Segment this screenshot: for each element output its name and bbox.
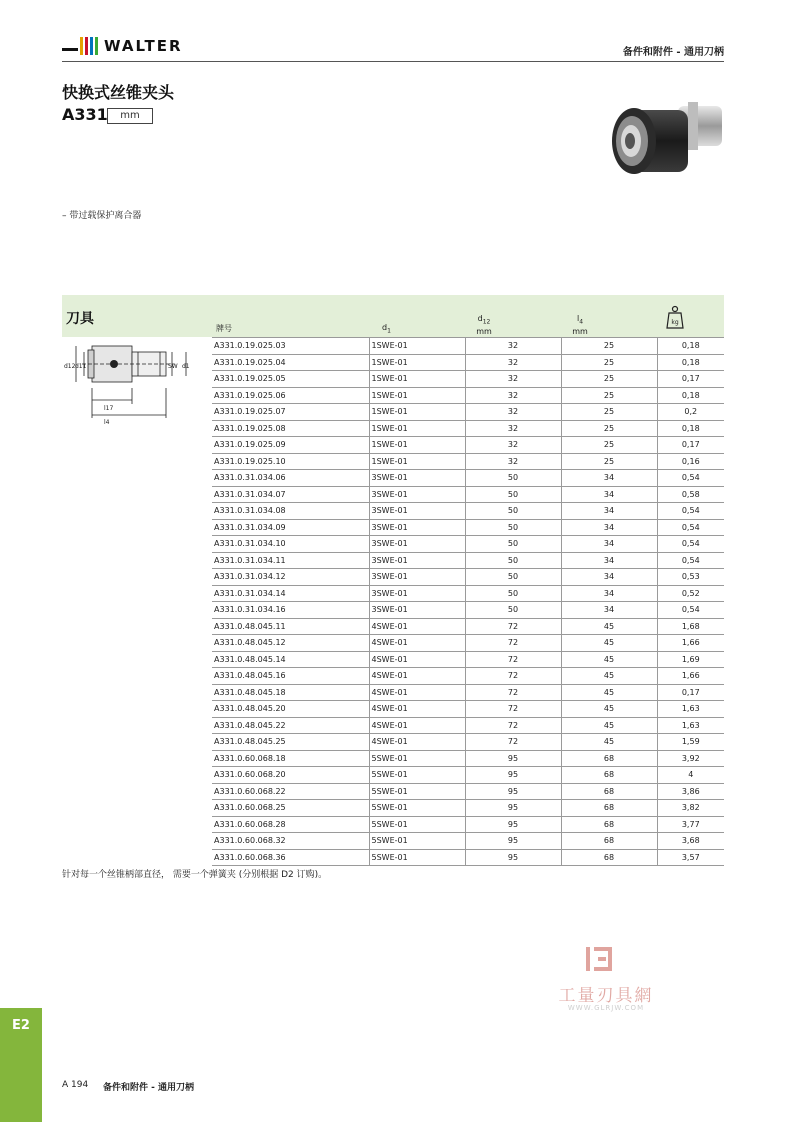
table-row	[212, 519, 724, 536]
cell-d12: 32	[465, 404, 561, 421]
cell-d12: 50	[465, 519, 561, 536]
cell-l4: 45	[561, 734, 657, 751]
table-row	[212, 585, 724, 602]
cell-designation: A331.0.31.034.11	[212, 552, 369, 569]
cell-d12: 32	[465, 354, 561, 371]
cell-weight: 1,66	[657, 635, 724, 652]
col-header-d12-label: d	[477, 314, 483, 323]
cell-designation: A331.0.48.045.22	[212, 717, 369, 734]
table-row	[212, 800, 724, 817]
page-title: 快换式丝锥夹头	[62, 83, 175, 102]
cell-d1: 1SWE-01	[369, 371, 465, 388]
cell-weight: 1,59	[657, 734, 724, 751]
section-side-label: E2	[12, 1018, 30, 1033]
cell-l4: 25	[561, 404, 657, 421]
cell-d12: 32	[465, 453, 561, 470]
cell-d1: 1SWE-01	[369, 387, 465, 404]
cell-d12: 50	[465, 486, 561, 503]
cell-designation: A331.0.31.034.10	[212, 536, 369, 553]
watermark-url: WWW.GLRJW.COM	[567, 1004, 645, 1012]
drawing-label-l4: l4	[104, 419, 110, 426]
table-row	[212, 437, 724, 454]
cell-d1: 1SWE-01	[369, 354, 465, 371]
cell-d1: 4SWE-01	[369, 618, 465, 635]
cell-l4: 45	[561, 684, 657, 701]
table-header-band	[62, 295, 724, 337]
cell-weight: 3,86	[657, 783, 724, 800]
cell-l4: 34	[561, 470, 657, 487]
cell-l4: 34	[561, 602, 657, 619]
drawing-label-l17: l17	[104, 405, 114, 412]
cell-weight: 0,54	[657, 602, 724, 619]
cell-weight: 0,18	[657, 387, 724, 404]
cell-weight: 1,63	[657, 717, 724, 734]
product-code: A331	[62, 105, 108, 124]
brand-name: WALTER	[104, 37, 183, 55]
cell-d12: 32	[465, 387, 561, 404]
table-row	[212, 635, 724, 652]
cell-d1: 4SWE-01	[369, 684, 465, 701]
cell-l4: 25	[561, 371, 657, 388]
cell-d1: 5SWE-01	[369, 783, 465, 800]
cell-l4: 34	[561, 552, 657, 569]
drawing-label-d1: d1	[182, 363, 190, 370]
cell-weight: 0,54	[657, 470, 724, 487]
header-category: 备件和附件 - 通用刀柄	[622, 47, 724, 58]
cell-d1: 3SWE-01	[369, 519, 465, 536]
cell-weight: 4	[657, 767, 724, 784]
table-row	[212, 767, 724, 784]
cell-designation: A331.0.19.025.05	[212, 371, 369, 388]
cell-l4: 45	[561, 668, 657, 685]
cell-d12: 95	[465, 816, 561, 833]
cell-d1: 1SWE-01	[369, 437, 465, 454]
table-row	[212, 503, 724, 520]
cell-d1: 5SWE-01	[369, 849, 465, 866]
cell-designation: A331.0.31.034.14	[212, 585, 369, 602]
table-row	[212, 602, 724, 619]
cell-l4: 45	[561, 635, 657, 652]
cell-d1: 3SWE-01	[369, 602, 465, 619]
cell-d1: 5SWE-01	[369, 750, 465, 767]
cell-d1: 5SWE-01	[369, 816, 465, 833]
drawing-label-d11: d11	[75, 363, 87, 370]
cell-weight: 0,52	[657, 585, 724, 602]
watermark-text: 工量刃具網	[558, 986, 654, 1006]
cell-designation: A331.0.48.045.14	[212, 651, 369, 668]
cell-designation: A331.0.19.025.04	[212, 354, 369, 371]
tap-chuck-technical-drawing	[62, 338, 196, 428]
cell-d1: 3SWE-01	[369, 470, 465, 487]
cell-l4: 68	[561, 750, 657, 767]
cell-l4: 68	[561, 816, 657, 833]
cell-designation: A331.0.19.025.10	[212, 453, 369, 470]
cell-d1: 3SWE-01	[369, 552, 465, 569]
cell-weight: 1,68	[657, 618, 724, 635]
cell-l4: 34	[561, 503, 657, 520]
cell-d12: 50	[465, 602, 561, 619]
cell-designation: A331.0.48.045.20	[212, 701, 369, 718]
cell-weight: 3,77	[657, 816, 724, 833]
cell-d12: 72	[465, 717, 561, 734]
cell-d1: 3SWE-01	[369, 569, 465, 586]
cell-d12: 50	[465, 569, 561, 586]
cell-l4: 45	[561, 618, 657, 635]
cell-l4: 68	[561, 767, 657, 784]
watermark-logo-icon	[582, 945, 616, 975]
cell-designation: A331.0.19.025.06	[212, 387, 369, 404]
cell-d1: 4SWE-01	[369, 651, 465, 668]
header-divider	[62, 61, 724, 62]
cell-weight: 0,16	[657, 453, 724, 470]
table-row	[212, 734, 724, 751]
cell-designation: A331.0.60.068.36	[212, 849, 369, 866]
cell-designation: A331.0.31.034.09	[212, 519, 369, 536]
table-row	[212, 354, 724, 371]
table-row	[212, 717, 724, 734]
cell-d1: 4SWE-01	[369, 717, 465, 734]
cell-d12: 50	[465, 536, 561, 553]
cell-d1: 3SWE-01	[369, 585, 465, 602]
cell-d12: 72	[465, 651, 561, 668]
cell-l4: 25	[561, 437, 657, 454]
cell-designation: A331.0.48.045.12	[212, 635, 369, 652]
cell-d1: 5SWE-01	[369, 800, 465, 817]
cell-weight: 0,58	[657, 486, 724, 503]
table-row	[212, 750, 724, 767]
cell-l4: 25	[561, 453, 657, 470]
cell-l4: 34	[561, 486, 657, 503]
cell-d12: 95	[465, 750, 561, 767]
cell-d1: 4SWE-01	[369, 734, 465, 751]
cell-d12: 50	[465, 503, 561, 520]
watermark	[536, 945, 676, 1015]
cell-weight: 1,69	[657, 651, 724, 668]
cell-l4: 25	[561, 354, 657, 371]
cell-weight: 1,63	[657, 701, 724, 718]
cell-designation: A331.0.60.068.32	[212, 833, 369, 850]
cell-d12: 72	[465, 684, 561, 701]
cell-weight: 0,54	[657, 536, 724, 553]
col-header-l4-sub: 4	[579, 318, 584, 326]
cell-weight: 0,54	[657, 519, 724, 536]
cell-l4: 45	[561, 701, 657, 718]
col-header-d12	[474, 314, 494, 336]
cell-d1: 3SWE-01	[369, 486, 465, 503]
cell-l4: 45	[561, 717, 657, 734]
table-row	[212, 404, 724, 421]
cell-designation: A331.0.31.034.07	[212, 486, 369, 503]
cell-d12: 50	[465, 585, 561, 602]
cell-weight: 3,92	[657, 750, 724, 767]
table-row	[212, 816, 724, 833]
product-table	[212, 337, 724, 866]
cell-d12: 72	[465, 668, 561, 685]
col-header-designation	[216, 324, 232, 333]
cell-weight: 0,17	[657, 371, 724, 388]
cell-d1: 1SWE-01	[369, 338, 465, 355]
cell-designation: A331.0.19.025.03	[212, 338, 369, 355]
table-row	[212, 569, 724, 586]
cell-weight: 3,68	[657, 833, 724, 850]
cell-weight: 0,18	[657, 354, 724, 371]
cell-d1: 3SWE-01	[369, 536, 465, 553]
cell-d12: 72	[465, 701, 561, 718]
cell-weight: 0,53	[657, 569, 724, 586]
cell-d12: 95	[465, 767, 561, 784]
cell-d12: 32	[465, 437, 561, 454]
weight-icon-label: kg	[671, 319, 679, 326]
cell-d1: 4SWE-01	[369, 668, 465, 685]
col-header-d1	[382, 323, 391, 336]
table-row	[212, 371, 724, 388]
cell-d1: 4SWE-01	[369, 635, 465, 652]
cell-d1: 1SWE-01	[369, 420, 465, 437]
cell-d12: 72	[465, 618, 561, 635]
page-number: A 194	[62, 1080, 89, 1090]
table-row	[212, 486, 724, 503]
cell-l4: 34	[561, 585, 657, 602]
cell-d12: 95	[465, 800, 561, 817]
table-row	[212, 470, 724, 487]
col-header-designation-label: 牌号	[216, 324, 232, 333]
table-row	[212, 668, 724, 685]
cell-weight: 3,82	[657, 800, 724, 817]
tap-chuck-product-image	[604, 92, 728, 184]
cell-d1: 1SWE-01	[369, 453, 465, 470]
table-row	[212, 420, 724, 437]
cell-l4: 45	[561, 651, 657, 668]
cell-d1: 1SWE-01	[369, 404, 465, 421]
footnote: 针对每一个丝锥柄部直径， 需要一个弹簧夹 (分别根据 D2 订购)。	[62, 870, 328, 880]
cell-l4: 68	[561, 800, 657, 817]
cell-d12: 95	[465, 849, 561, 866]
cell-weight: 3,57	[657, 849, 724, 866]
cell-d1: 5SWE-01	[369, 767, 465, 784]
table-row	[212, 552, 724, 569]
cell-d12: 72	[465, 734, 561, 751]
table-row	[212, 618, 724, 635]
table-row	[212, 536, 724, 553]
cell-designation: A331.0.60.068.18	[212, 750, 369, 767]
col-header-d1-sub: 1	[387, 327, 391, 335]
cell-designation: A331.0.60.068.20	[212, 767, 369, 784]
cell-designation: A331.0.31.034.16	[212, 602, 369, 619]
cell-l4: 68	[561, 849, 657, 866]
walter-logo	[62, 33, 194, 59]
weight-icon	[666, 305, 684, 329]
cell-d1: 5SWE-01	[369, 833, 465, 850]
cell-d12: 72	[465, 635, 561, 652]
table-row	[212, 338, 724, 355]
col-header-l4	[570, 314, 590, 336]
cell-designation: A331.0.31.034.12	[212, 569, 369, 586]
unit-badge: mm	[107, 108, 153, 124]
table-row	[212, 783, 724, 800]
cell-weight: 0,18	[657, 420, 724, 437]
cell-d12: 95	[465, 783, 561, 800]
cell-designation: A331.0.19.025.07	[212, 404, 369, 421]
product-table-body	[212, 338, 724, 866]
cell-l4: 34	[561, 519, 657, 536]
cell-designation: A331.0.48.045.16	[212, 668, 369, 685]
cell-d12: 50	[465, 470, 561, 487]
cell-weight: 0,17	[657, 437, 724, 454]
cell-weight: 1,66	[657, 668, 724, 685]
cell-d12: 32	[465, 338, 561, 355]
section-title: 刀具	[66, 311, 94, 327]
cell-d12: 32	[465, 420, 561, 437]
cell-designation: A331.0.48.045.18	[212, 684, 369, 701]
cell-designation: A331.0.60.068.28	[212, 816, 369, 833]
cell-weight: 0,54	[657, 552, 724, 569]
cell-l4: 68	[561, 783, 657, 800]
cell-l4: 25	[561, 338, 657, 355]
footer-title: 备件和附件 - 通用刀柄	[103, 1083, 195, 1093]
table-row	[212, 651, 724, 668]
cell-d1: 3SWE-01	[369, 503, 465, 520]
cell-weight: 0,17	[657, 684, 724, 701]
table-row	[212, 849, 724, 866]
cell-l4: 68	[561, 833, 657, 850]
cell-l4: 34	[561, 536, 657, 553]
drawing-label-d12: d12	[64, 363, 76, 370]
cell-designation: A331.0.19.025.08	[212, 420, 369, 437]
cell-designation: A331.0.31.034.06	[212, 470, 369, 487]
cell-designation: A331.0.19.025.09	[212, 437, 369, 454]
cell-designation: A331.0.48.045.25	[212, 734, 369, 751]
cell-weight: 0,2	[657, 404, 724, 421]
logo-stripes-icon	[62, 33, 102, 59]
cell-weight: 0,54	[657, 503, 724, 520]
cell-d12: 50	[465, 552, 561, 569]
table-row	[212, 387, 724, 404]
table-row	[212, 453, 724, 470]
cell-l4: 25	[561, 420, 657, 437]
cell-l4: 25	[561, 387, 657, 404]
cell-designation: A331.0.31.034.08	[212, 503, 369, 520]
cell-d12: 32	[465, 371, 561, 388]
col-header-d12-sub: 12	[482, 318, 491, 326]
cell-l4: 34	[561, 569, 657, 586]
table-row	[212, 833, 724, 850]
table-row	[212, 701, 724, 718]
col-header-l4-label: l	[576, 314, 580, 323]
cell-d1: 4SWE-01	[369, 701, 465, 718]
table-row	[212, 684, 724, 701]
cell-weight: 0,18	[657, 338, 724, 355]
cell-designation: A331.0.60.068.25	[212, 800, 369, 817]
drawing-label-sw: SW	[168, 363, 178, 370]
cell-designation: A331.0.48.045.11	[212, 618, 369, 635]
cell-designation: A331.0.60.068.22	[212, 783, 369, 800]
col-header-l4-unit: mm	[572, 326, 588, 336]
cell-d12: 95	[465, 833, 561, 850]
feature-item: – 带过载保护离合器	[62, 211, 142, 221]
col-header-d1-label: d	[382, 323, 388, 332]
col-header-d12-unit: mm	[476, 326, 492, 336]
